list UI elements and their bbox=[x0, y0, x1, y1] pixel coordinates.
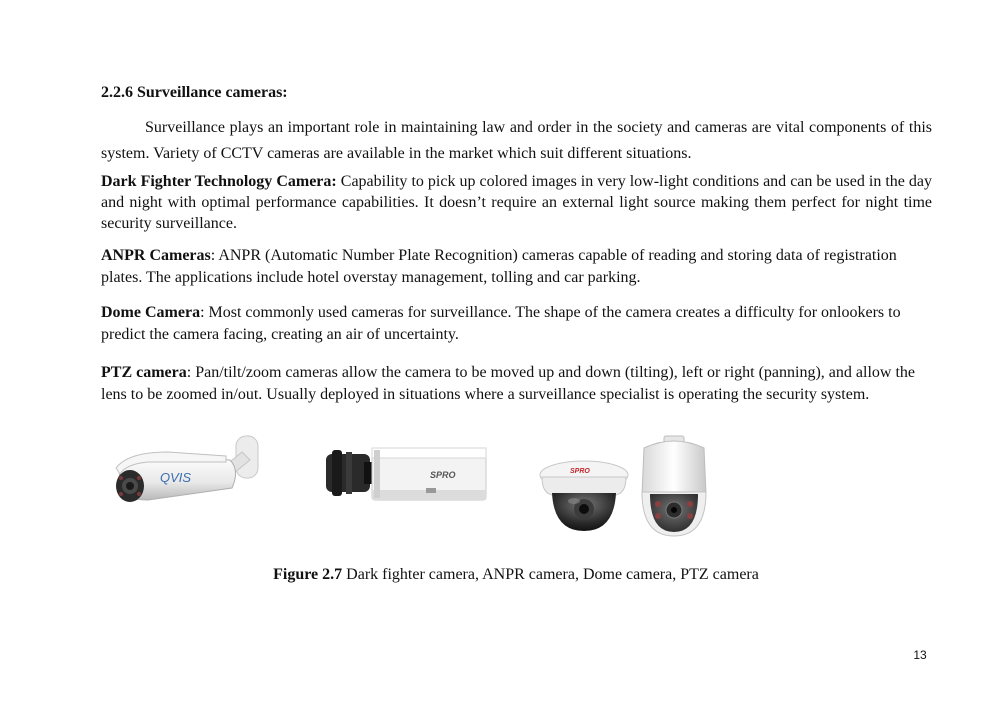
section-heading: 2.2.6 Surveillance cameras: bbox=[101, 84, 288, 101]
desc-anpr: : ANPR (Automatic Number Plate Recognition) cameras capable of reading and storing data of registration plates. The applications include hotel overstay management, tolling and car parking. bbox=[101, 247, 897, 286]
page-number: 13 bbox=[913, 648, 927, 662]
figure-caption-text: Dark fighter camera, ANPR camera, Dome camera, PTZ camera bbox=[342, 566, 759, 583]
desc-ptz: : Pan/tilt/zoom cameras allow the camera to be moved up and down (tilting), left or right (panning), and allow the lens to be zoomed in/out. Usually deployed in situations where a surveillance specialist is operating the security system. bbox=[101, 364, 915, 403]
paragraph-ptz bbox=[101, 362, 932, 406]
bullet-camera-image bbox=[108, 430, 270, 520]
ptz-camera-image bbox=[634, 434, 714, 538]
desc-dome: : Most commonly used cameras for surveillance. The shape of the camera creates a difficulty for onlookers to predict the camera facing, creating an air of uncertainty. bbox=[101, 304, 901, 343]
dome-camera-brand: SPRO bbox=[570, 468, 590, 475]
desc-dark-fighter: Capability to pick up colored images in very low-light conditions and can be used in the day and night with optimal performance capabilities. It doesn’t require an external light source making them perfect for night time security surveillance. bbox=[101, 173, 933, 232]
paragraph-dark-fighter bbox=[101, 171, 932, 234]
paragraph-anpr bbox=[101, 245, 932, 289]
term-dark-fighter: Dark Fighter Technology Camera: bbox=[101, 173, 337, 190]
figure-caption bbox=[0, 566, 1000, 584]
box-camera-image bbox=[322, 440, 490, 506]
dome-camera-image bbox=[538, 453, 630, 533]
term-anpr: ANPR Cameras bbox=[101, 247, 211, 264]
figure-label: Figure 2.7 bbox=[273, 566, 343, 583]
intro-paragraph: Surveillance plays an important role in maintaining law and order in the society and cameras are vital components of this system. Variety of CCTV cameras are available in the market which suit different situations. bbox=[101, 119, 932, 162]
bullet-camera-brand: QVIS bbox=[160, 470, 192, 485]
term-dome: Dome Camera bbox=[101, 304, 201, 321]
paragraph-dome bbox=[101, 302, 932, 346]
box-camera-brand: SPRO bbox=[430, 470, 456, 480]
term-ptz: PTZ camera bbox=[101, 364, 187, 381]
